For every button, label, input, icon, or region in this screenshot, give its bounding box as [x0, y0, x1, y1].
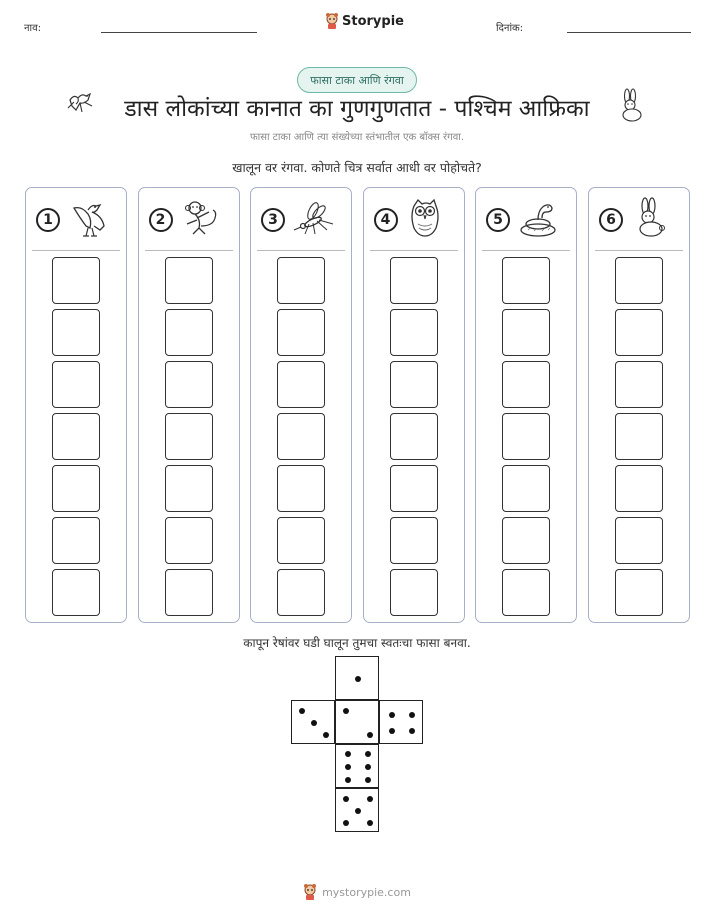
die-pip: [365, 777, 371, 783]
column-divider: [595, 250, 683, 251]
column-number: 6: [599, 208, 623, 232]
color-box[interactable]: [277, 257, 325, 304]
page-subtitle: फासा टाका आणि त्या संख्येच्या स्तंभातील एक बॉक्स रंगवा.: [249, 132, 465, 143]
brand-logo: [325, 13, 404, 29]
color-box[interactable]: [390, 517, 438, 564]
column-3: [250, 187, 352, 623]
vulture-icon: [66, 196, 112, 242]
die-face-6: [335, 744, 379, 788]
date-line[interactable]: [567, 32, 691, 33]
column-6: [588, 187, 690, 623]
column-number: 2: [149, 208, 173, 232]
name-line[interactable]: [101, 32, 257, 33]
box-stack: [52, 257, 100, 621]
die-pip: [343, 796, 349, 802]
owl-icon: [404, 196, 450, 242]
color-box[interactable]: [615, 569, 663, 616]
die-pip: [367, 820, 373, 826]
color-box[interactable]: [390, 361, 438, 408]
die-face-1b: [335, 700, 379, 744]
column-header: [251, 188, 351, 250]
color-box[interactable]: [502, 465, 550, 512]
monkey-icon: [179, 196, 225, 242]
color-box[interactable]: [277, 465, 325, 512]
die-face-4: [379, 700, 423, 744]
color-box[interactable]: [52, 517, 100, 564]
color-box[interactable]: [615, 361, 663, 408]
column-divider: [32, 250, 120, 251]
page-title: डास लोकांच्या कानात का गुणगुणतात - पश्चिम आफ्रिका: [124, 96, 590, 122]
color-box[interactable]: [165, 465, 213, 512]
column-header: [26, 188, 126, 250]
die-pip: [311, 720, 317, 726]
color-box[interactable]: [502, 257, 550, 304]
color-box[interactable]: [390, 465, 438, 512]
color-box[interactable]: [165, 517, 213, 564]
color-box[interactable]: [502, 413, 550, 460]
color-box[interactable]: [52, 465, 100, 512]
die-pip: [367, 796, 373, 802]
color-box[interactable]: [52, 361, 100, 408]
color-box[interactable]: [277, 309, 325, 356]
box-stack: [165, 257, 213, 621]
color-box[interactable]: [165, 361, 213, 408]
die-pip: [389, 712, 395, 718]
color-box[interactable]: [165, 569, 213, 616]
column-header: [364, 188, 464, 250]
color-box[interactable]: [390, 413, 438, 460]
footer: [0, 884, 714, 900]
die-face-3: [291, 700, 335, 744]
column-header: [139, 188, 239, 250]
name-label: नाव:: [24, 23, 42, 34]
box-stack: [615, 257, 663, 621]
color-box[interactable]: [277, 361, 325, 408]
die-pip: [409, 712, 415, 718]
color-box[interactable]: [165, 309, 213, 356]
date-label: दिनांक:: [496, 23, 524, 34]
die-pip: [367, 732, 373, 738]
color-box[interactable]: [615, 465, 663, 512]
color-box[interactable]: [502, 569, 550, 616]
column-number: 4: [374, 208, 398, 232]
color-box[interactable]: [390, 309, 438, 356]
color-box[interactable]: [165, 413, 213, 460]
die-face-1: [335, 656, 379, 700]
box-stack: [502, 257, 550, 621]
die-pip: [355, 808, 361, 814]
rabbit-icon: [615, 88, 647, 122]
brand-name: Storypie: [342, 13, 404, 29]
die-pip: [343, 708, 349, 714]
column-5: [475, 187, 577, 623]
activity-badge: फासा टाका आणि रंगवा: [297, 67, 417, 93]
column-divider: [145, 250, 233, 251]
die-pip: [323, 732, 329, 738]
die-pip: [365, 751, 371, 757]
color-box[interactable]: [52, 257, 100, 304]
die-pip: [365, 764, 371, 770]
column-header: [476, 188, 576, 250]
column-divider: [370, 250, 458, 251]
color-box[interactable]: [615, 257, 663, 304]
race-columns: [25, 187, 690, 623]
die-pip: [345, 751, 351, 757]
color-box[interactable]: [502, 517, 550, 564]
column-number: 3: [261, 208, 285, 232]
die-pip: [355, 676, 361, 682]
column-divider: [257, 250, 345, 251]
color-box[interactable]: [165, 257, 213, 304]
color-box[interactable]: [52, 413, 100, 460]
die-pip: [389, 728, 395, 734]
cut-instruction: कापून रेषांवर घडी घालून तुमचा स्वतःचा फासा बनवा.: [243, 636, 471, 650]
box-stack: [390, 257, 438, 621]
color-box[interactable]: [277, 569, 325, 616]
box-stack: [277, 257, 325, 621]
die-face-5: [335, 788, 379, 832]
column-divider: [482, 250, 570, 251]
color-box[interactable]: [277, 413, 325, 460]
storypie-mascot-icon: [325, 13, 339, 29]
color-box[interactable]: [52, 309, 100, 356]
python-icon: [516, 196, 562, 242]
color-box[interactable]: [502, 309, 550, 356]
title-row: [0, 90, 714, 124]
color-box[interactable]: [277, 517, 325, 564]
color-box[interactable]: [615, 413, 663, 460]
color-box[interactable]: [615, 517, 663, 564]
color-box[interactable]: [502, 361, 550, 408]
die-pip: [299, 708, 305, 714]
color-box[interactable]: [52, 569, 100, 616]
die-pip: [343, 820, 349, 826]
die-pip: [409, 728, 415, 734]
storypie-mascot-icon: [303, 884, 317, 900]
color-box[interactable]: [390, 569, 438, 616]
die-pip: [345, 777, 351, 783]
color-box[interactable]: [390, 257, 438, 304]
die-pip: [345, 764, 351, 770]
color-box[interactable]: [615, 309, 663, 356]
worksheet-header: [0, 0, 714, 50]
column-number: 1: [36, 208, 60, 232]
column-1: [25, 187, 127, 623]
coloring-instruction: खालून वर रंगवा. कोणते चित्र सर्वात आधी वर पोहोचते?: [232, 160, 482, 175]
rabbit-icon: [629, 196, 675, 242]
mosquito-icon: [291, 196, 337, 242]
column-4: [363, 187, 465, 623]
column-2: [138, 187, 240, 623]
column-header: [589, 188, 689, 250]
column-number: 5: [486, 208, 510, 232]
footer-url[interactable]: mystorypie.com: [322, 885, 411, 899]
